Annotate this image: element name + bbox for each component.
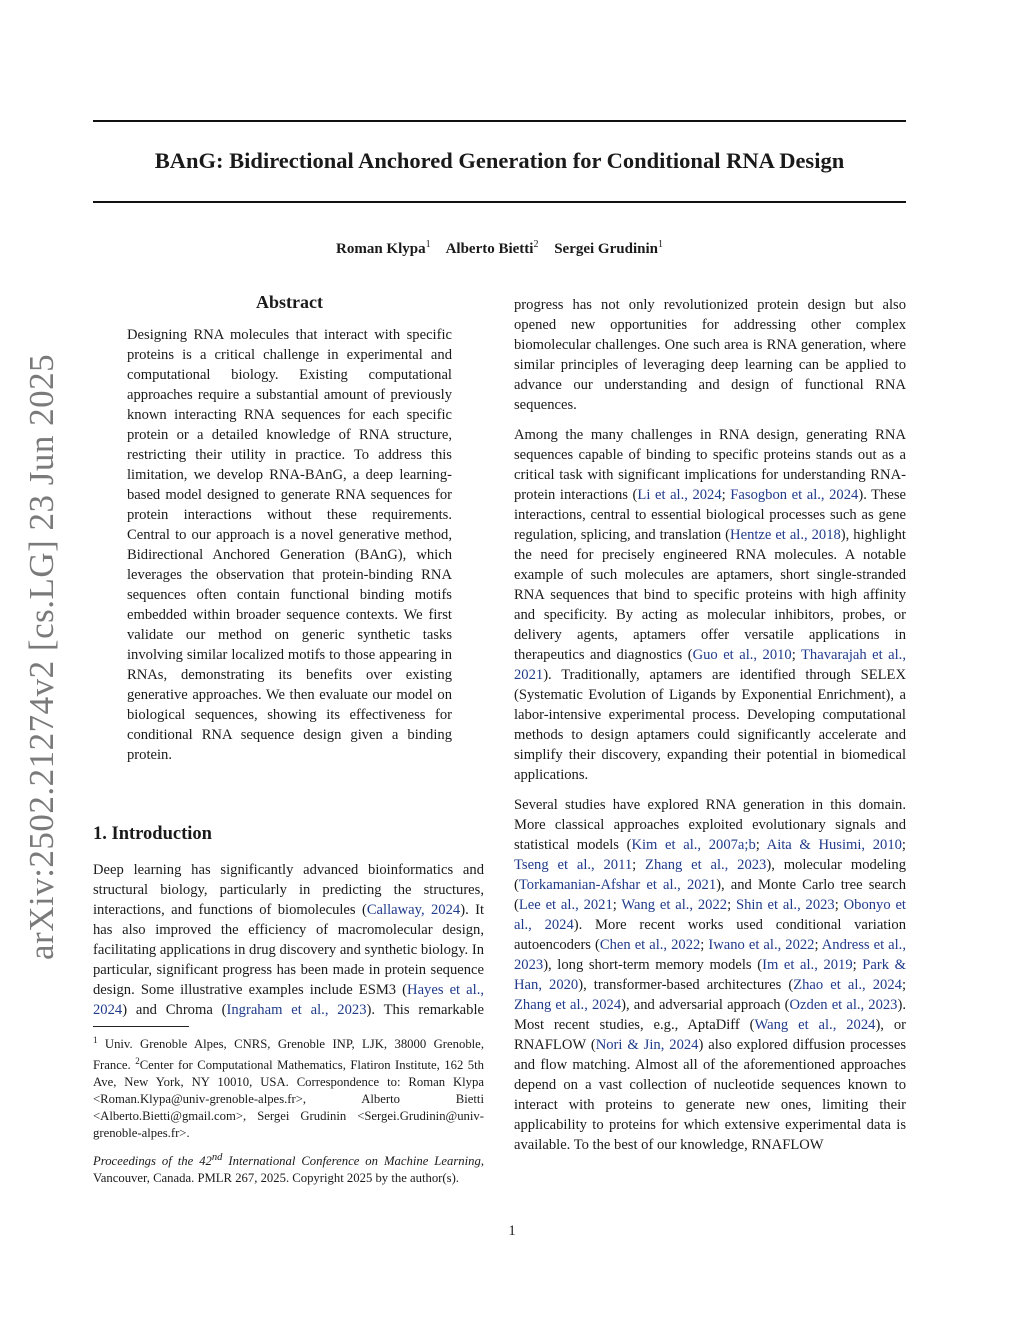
citation-link[interactable]: Ingraham et al., 2023 [226,1002,367,1018]
citation-link[interactable]: Andress et al., 2023 [514,937,906,973]
affiliations-footnote: $^1$ Univ. Grenoble Alpes, CNRS, Grenoble INP, LJK, 38000 Grenoble, France. $^2$Center for Computational Mathematics, Flatiron Institute, 162 5th Ave, New York, NY 10010, USA. Correspondence to: Roman Klypa <Roman.Klypa@univ-grenoble-alpes.fr>, Alberto Bietti <Alberto.Bietti@gmail.com>, Sergei Grudinin <Sergei.Grudinin@univ-grenoble-alpes.fr>. [93,1035,484,1141]
author-list [93,235,906,259]
intro-paragraph-3: Several studies have explored RNA generation in this domain. More classical approaches exploited evolutionary signals and statistical models (Kim et al., 2007a;b; Aita & Husimi, 2010; Tseng et al., 2011; Zhang et al., 2023), molecular modeling (Torkamanian-Afshar et al., 2021), and Monte Carlo tree search (Lee et al., 2021; Wang et al., 2022; Shin et al., 2023; Obonyo et al., 2024). More recent works used conditional variation autoencoders (Chen et al., 2022; Iwano et al., 2022; Andress et al., 2023), long short-term memory models (Im et al., 2019; Park & Han, 2020), transformer-based architectures (Zhao et al., 2024; Zhang et al., 2024), and adversarial approach (Ozden et al., 2023). Most recent studies, e.g., AptaDiff (Wang et al., 2024), or RNAFLOW (Nori & Jin, 2024) also explored diffusion processes and flow matching. Almost all of the aforementioned approaches depend on a vast collection of nucleotide sequences known to interact with proteins to generate new ones, limiting their applicability to proteins for which extensive experimental data is available. To the best of our knowledge, RNAFLOW [514,797,907,1153]
citation-link[interactable]: Im et al., 2019 [762,957,853,973]
citation-link[interactable]: Nori & Jin, 2024 [595,1037,699,1053]
citation-link[interactable]: Torkamanian-Afshar et al., 2021 [518,877,717,893]
page-number: 1 [508,1223,516,1239]
citation-link[interactable]: Obonyo et al., 2024 [514,897,906,933]
citation-link[interactable]: Guo et al., 2010 [692,647,792,663]
section-heading-introduction: 1. Introduction [93,824,212,844]
author-name: Roman Klypa [336,241,426,257]
citation-link[interactable]: Zhao et al., 2024 [793,977,902,993]
citation-link[interactable]: Aita & Husimi, 2010 [766,837,902,853]
citation-link[interactable]: Shin et al., 2023 [735,897,835,913]
citation-link[interactable]: Li et al., 2024 [637,487,722,503]
proceedings-notice: Proceedings of the 42nd International Conference on Machine Learning, Vancouver, Canada. PMLR 267, 2025. Copyright 2025 by the author(s). [93,1152,484,1186]
citation-link[interactable]: Fasogbon et al., 2024 [730,487,859,503]
citation-link[interactable]: Kim et al., 2007a;b [631,837,756,853]
paper-title: BAnG: Bidirectional Anchored Generation for Conditional RNA Design [154,148,845,173]
right-column [514,295,906,1165]
citation-link[interactable]: Zhang et al., 2023 [645,857,767,873]
citation-link[interactable]: Hentze et al., 2018 [730,527,841,543]
citation-link[interactable]: Chen et al., 2022 [599,937,701,953]
intro-paragraph-1-continued: progress has not only revolutionized protein design but also opened new opportunities for addressing other complex biomolecular challenges. One such area is RNA generation, where similar principles of leveraging deep learning can be applied to advance our understanding and design of functional RNA sequences. [514,297,906,413]
citation-link[interactable]: Callaway, 2024 [366,902,461,918]
citation-link[interactable]: Tseng et al., 2011 [514,857,633,873]
citation-link[interactable]: Thavarajah et al., 2021 [514,647,906,683]
citation-link[interactable]: Hayes et al., 2024 [93,982,484,1018]
author-affiliation: 1 [657,239,663,250]
citation-link[interactable]: Lee et al., 2021 [518,897,613,913]
citation-link[interactable]: Wang et al., 2024 [754,1017,876,1033]
author-affiliation: 2 [533,239,539,250]
footnote-rule [93,1026,189,1027]
author-name: Sergei Grudinin [554,241,658,257]
title-rule-top [93,120,906,122]
abstract-heading: Abstract [256,292,323,312]
intro-paragraph-2: Among the many challenges in RNA design, generating RNA sequences capable of binding to specific proteins stands out as a critical task with significant implications for understanding RNA-protein interactions (Li et al., 2024; Fasogbon et al., 2024). These interactions, central to essential biological processes such as gene regulation, splicing, and translation (Hentze et al., 2018), highlight the need for precisely engineered RNA molecules. A notable example of such molecules are aptamers, short single-stranded RNA sequences that bind to specific proteins with high affinity and specificity. By acting as molecular inhibitors, probes, or delivery agents, aptamers offer versatile applications in therapeutics and diagnostics (Guo et al., 2010; Thavarajah et al., 2021). Traditionally, aptamers are identified through SELEX (Systematic Evolution of Ligands by Exponential Enrichment), a labor-intensive experimental process. Developing computational methods to design aptamers could significantly accelerate and simplify their discovery, expanding their potential in biomedical applications. [514,427,906,783]
abstract-text: Designing RNA molecules that interact with specific proteins is a critical challenge in experimental and computational biology. Existing computational approaches require a substantial amount of previously known interacting RNA sequences for each specific protein or a detailed knowledge of RNA structure, restricting their utility in practice. To address this limitation, we develop RNA-BAnG, a deep learning-based model designed to generate RNA sequences for protein interactions without these requirements. Central to our approach is a novel generative method, Bidirectional Anchored Generation (BAnG), which leverages the observation that protein-binding RNA sequences often contain functional binding motifs embedded within broader sequence contexts. We first validate our method on generic synthetic tasks involving similar localized motifs to those appearing in RNAs, demonstrating its benefits over existing generative approaches. We then evaluate our model on biological sequences, showing its effectiveness for conditional RNA sequence design given a binding protein. [127,327,452,763]
citation-link[interactable]: Zhang et al., 2024 [514,997,622,1013]
citation-link[interactable]: Ozden et al., 2023 [789,997,898,1013]
intro-paragraph-1: Deep learning has significantly advanced bioinformatics and structural biology, particularly in predicting the structures, interactions, and functions of biomolecules (Callaway, 2024). It has also improved the efficiency of macromolecular design, facilitating applications in drug discovery and synthetic biology. In particular, significant progress has been made in protein sequence design. Some illustrative examples include ESM3 (Hayes et al., 2024) and Chroma (Ingraham et al., 2023). This remarkable [93,862,484,1018]
citation-link[interactable]: Iwano et al., 2022 [708,937,815,953]
arxiv-identifier: arXiv:2502.21274v2 [cs.LG] 23 Jun 2025 [22,353,61,960]
author-affiliation: 1 [425,239,431,250]
citation-link[interactable]: Park & Han, 2020 [514,957,906,993]
author-name: Alberto Bietti [445,241,534,257]
title-rule-bottom [93,201,906,203]
citation-link[interactable]: Wang et al., 2022 [621,897,728,913]
